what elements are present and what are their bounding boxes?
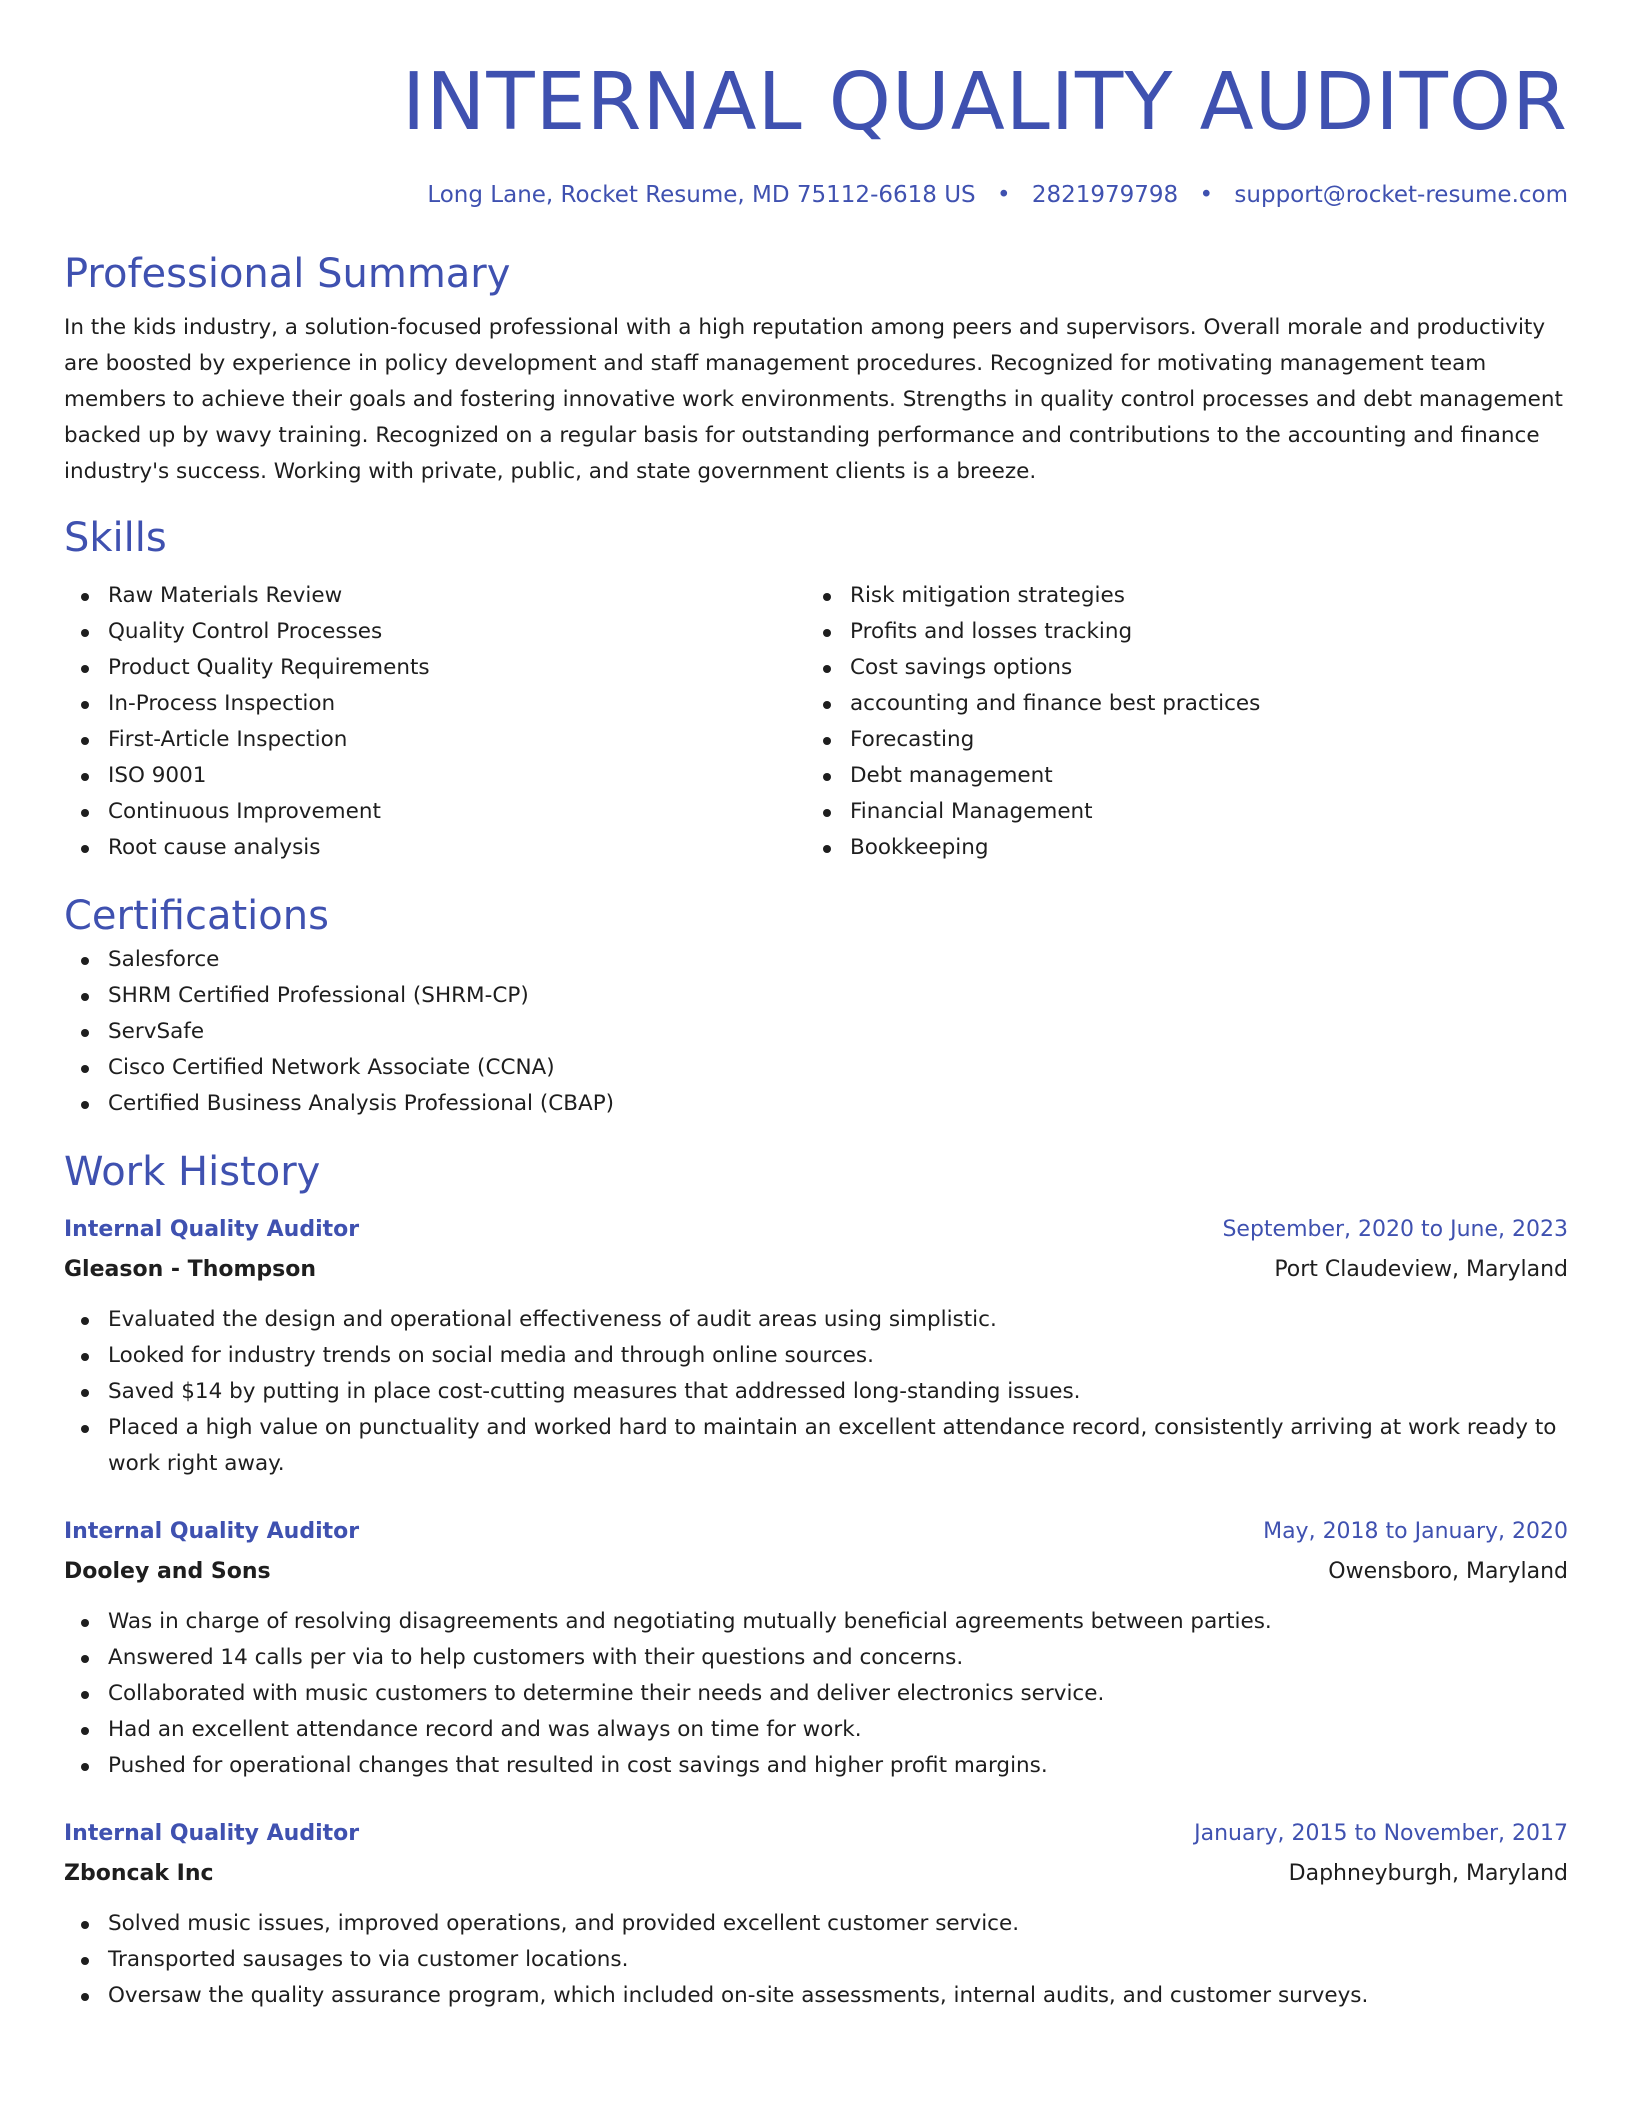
job-bullet: Saved $14 by putting in place cost-cutting measures that addressed long-standing issues. — [64, 1374, 1568, 1410]
job-company: Zboncak Inc — [64, 1861, 214, 1886]
job-company: Dooley and Sons — [64, 1559, 271, 1584]
skill-item: Financial Management — [806, 794, 1548, 830]
certification-item: Certified Business Analysis Professional (CBAP) — [64, 1086, 1568, 1122]
summary-text: In the kids industry, a solution-focused professional with a high reputation among peers and supervisors. Overall morale and productivity are boosted by experience in policy development and staff management procedures. Recognized for motivating management team members to achieve their goals and fostering innovative work environments. Strengths in quality control processes and debt management backed up by wavy training. Recognized on a regular basis for outstanding performance and contributions to the accounting and finance industry's success. Working with private, public, and state government clients is a breeze. — [64, 315, 1563, 484]
job-bullet: Was in charge of resolving disagreements and negotiating mutually beneficial agreements between parties. — [64, 1604, 1568, 1640]
job-header — [64, 1212, 1568, 1248]
certification-item: Cisco Certified Network Associate (CCNA) — [64, 1050, 1568, 1086]
job-company: Gleason - Thompson — [64, 1257, 317, 1282]
job-bullet: Had an excellent attendance record and was always on time for work. — [64, 1712, 1568, 1748]
skill-item: Product Quality Requirements — [64, 650, 806, 686]
job-entry — [64, 1212, 1568, 1482]
certifications-heading: Certifications — [64, 893, 329, 939]
job-dates: January, 2015 to November, 2017 — [1194, 1821, 1568, 1846]
contact-separator: • — [996, 182, 1011, 208]
job-bullet: Pushed for operational changes that resulted in cost savings and higher profit margins. — [64, 1748, 1568, 1784]
job-bullet: Looked for industry trends on social media and through online sources. — [64, 1338, 1568, 1374]
skill-item: Bookkeeping — [806, 830, 1548, 866]
skill-item: Profits and losses tracking — [806, 614, 1548, 650]
skill-item: First-Article Inspection — [64, 722, 806, 758]
job-bullet: Transported sausages to via customer locations. — [64, 1942, 1568, 1978]
certifications-list — [64, 942, 1568, 1122]
contact-email: support@rocket-resume.com — [1234, 182, 1568, 208]
skills-list-left — [64, 578, 806, 866]
resume-page — [64, 46, 1568, 2014]
job-location: Owensboro, Maryland — [1328, 1559, 1568, 1584]
skill-item: accounting and finance best practices — [806, 686, 1548, 722]
job-dates: May, 2018 to January, 2020 — [1263, 1519, 1568, 1544]
job-bullet: Solved music issues, improved operations, and provided excellent customer service. — [64, 1906, 1568, 1942]
skill-item: Risk mitigation strategies — [806, 578, 1548, 614]
job-bullet: Answered 14 calls per via to help customers with their questions and concerns. — [64, 1640, 1568, 1676]
job-bullet: Placed a high value on punctuality and worked hard to maintain an excellent attendance record, consistently arriving at work ready to work right away. — [64, 1410, 1568, 1482]
job-dates: September, 2020 to June, 2023 — [1222, 1217, 1568, 1242]
job-bullet: Oversaw the quality assurance program, which included on-site assessments, internal audits, and customer surveys. — [64, 1978, 1568, 2014]
certification-item: Salesforce — [64, 942, 1568, 978]
summary-heading: Professional Summary — [64, 251, 511, 297]
skill-item: Raw Materials Review — [64, 578, 806, 614]
skills-list-right — [806, 578, 1548, 866]
skill-item: Root cause analysis — [64, 830, 806, 866]
job-bullet: Evaluated the design and operational effectiveness of audit areas using simplistic. — [64, 1302, 1568, 1338]
skill-item: ISO 9001 — [64, 758, 806, 794]
job-subheader — [64, 1550, 1568, 1590]
skills-heading: Skills — [64, 515, 167, 561]
job-entry — [64, 1816, 1568, 2014]
job-bullets — [64, 1302, 1568, 1482]
job-bullet: Collaborated with music customers to determine their needs and deliver electronics service. — [64, 1676, 1568, 1712]
job-title: Internal Quality Auditor — [64, 1519, 360, 1544]
resume-title: INTERNAL QUALITY AUDITOR — [401, 56, 1568, 148]
job-bullets — [64, 1906, 1568, 2014]
skill-item: Forecasting — [806, 722, 1548, 758]
contact-separator: • — [1199, 182, 1214, 208]
skill-item: Debt management — [806, 758, 1548, 794]
job-header — [64, 1816, 1568, 1852]
skill-item: Quality Control Processes — [64, 614, 806, 650]
certification-item: SHRM Certified Professional (SHRM-CP) — [64, 978, 1568, 1014]
contact-line — [64, 180, 1568, 210]
skill-item: In-Process Inspection — [64, 686, 806, 722]
skills-grid — [64, 578, 1568, 866]
job-subheader — [64, 1248, 1568, 1288]
skill-item: Cost savings options — [806, 650, 1548, 686]
job-entry — [64, 1514, 1568, 1784]
job-location: Port Claudeview, Maryland — [1274, 1257, 1568, 1282]
job-title: Internal Quality Auditor — [64, 1821, 360, 1846]
contact-phone: 2821979798 — [1031, 182, 1179, 208]
job-title: Internal Quality Auditor — [64, 1217, 360, 1242]
certification-item: ServSafe — [64, 1014, 1568, 1050]
work-history-heading: Work History — [64, 1149, 321, 1195]
job-header — [64, 1514, 1568, 1550]
skill-item: Continuous Improvement — [64, 794, 806, 830]
contact-address: Long Lane, Rocket Resume, MD 75112-6618 US — [427, 182, 976, 208]
job-subheader — [64, 1852, 1568, 1892]
job-bullets — [64, 1604, 1568, 1784]
job-location: Daphneyburgh, Maryland — [1288, 1861, 1568, 1886]
